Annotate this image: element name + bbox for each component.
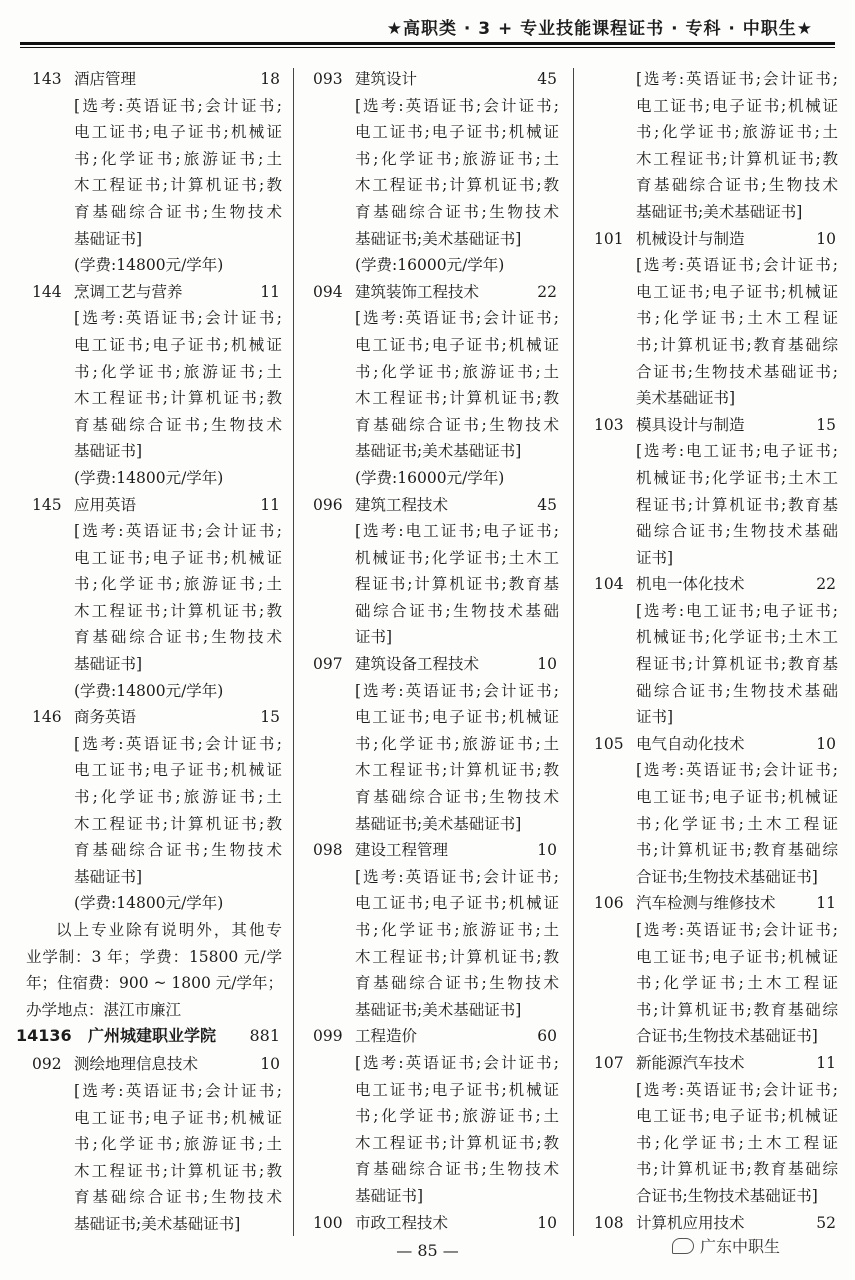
major-entry [307,1210,559,1237]
page-number: — 85 — [396,1241,459,1260]
exam-options-line: 木工程证书;计算机证书;教 [355,389,559,408]
exam-options-line: [选考:英语证书;会计证书; [74,522,282,541]
exam-options-line: 电工证书;电子证书;机械证 [636,282,838,301]
exam-options-line: 木工程证书;计算机证书;教 [74,1161,282,1180]
major-name: 烹调工艺与营养 [74,282,183,301]
exam-options-line: [选考:英语证书;会计证书; [355,96,559,115]
exam-options-line: 电工证书;电子证书;机械证 [74,1108,282,1127]
exam-options-line: 证书] [636,548,674,567]
exam-options-line: [选考:英语证书;会计证书; [74,309,282,328]
header-rule-thin [20,47,835,48]
major-quota: 22 [816,575,836,594]
exam-options-line: [选考:英语证书;会计证书; [355,309,559,328]
major-quota: 45 [537,70,557,88]
exam-options-line: 育基础综合证书;生物技术 [355,415,559,434]
exam-options-line: 书;计算机证书;教育基础综 [636,335,838,354]
major-title-line [307,492,559,519]
exam-options-line: 书;化学证书;旅游证书;土 [74,149,282,168]
notes-line: 以上专业除有说明外，其他专 [56,921,282,939]
major-quota: 11 [260,495,280,514]
exam-options-line: 木工程证书;计算机证书;教 [74,814,282,833]
exam-options-line: [选考:英语证书;会计证书; [636,761,838,780]
exam-options-line: 书;化学证书;旅游证书;土 [355,921,559,939]
major-quota: 45 [537,495,557,514]
exam-options-line: 木工程证书;计算机证书;教 [74,389,282,408]
major-name: 汽车检测与维修技术 [636,894,776,913]
column-divider-2 [573,68,574,1236]
major-name: 应用英语 [74,495,137,514]
major-code: 097 [313,655,343,674]
notes-line: 办学地点：湛江市廉江 [26,1000,182,1019]
major-name: 市政工程技术 [355,1213,449,1232]
watermark [672,1234,780,1257]
major-entry [588,890,838,1050]
exam-options-line: 木工程证书;计算机证书;教 [74,601,282,620]
major-entry [588,731,838,891]
exam-options-line: [选考:英语证书;会计证书; [74,1081,282,1100]
major-title-line [26,704,282,731]
major-code: 098 [313,841,343,860]
exam-options-line: 育基础综合证书;生物技术 [74,628,282,647]
exam-options-line: 育基础综合证书;生物技术 [355,1160,559,1179]
exam-options-line: 书;化学证书;旅游证书;土 [355,362,559,381]
major-title-line [307,1023,559,1050]
major-title-line [307,1210,559,1237]
exam-options-line: 书;计算机证书;教育基础综 [636,1160,838,1179]
exam-options-line: 电工证书;电子证书;机械证 [355,123,559,142]
major-name: 模具设计与制造 [636,415,745,434]
major-title-line [588,226,838,253]
major-name: 建筑装饰工程技术 [355,282,480,301]
exam-options-line: [选考:英语证书;会计证书; [636,70,838,88]
exam-options-line: 础综合证书;生物技术基础 [355,601,559,620]
exam-options-line: 合证书;生物技术基础证书] [636,1027,818,1046]
major-title-line [588,731,838,758]
column-1 [16,66,284,1238]
major-entry [307,651,559,837]
exam-options-line: 基础证书] [74,867,143,886]
exam-options-line: 程证书;计算机证书;教育基 [355,575,559,594]
exam-options-line: 书;化学证书;旅游证书;土 [355,1107,559,1126]
major-title-line [307,837,559,864]
exam-options-line: 电工证书;电子证书;机械证 [636,96,838,115]
exam-options-line: [选考:电工证书;电子证书; [636,601,838,620]
exam-options-line: 书;化学证书;土木工程证 [636,309,838,328]
major-code: 143 [32,70,62,88]
exam-options-line: 育基础综合证书;生物技术 [74,415,282,434]
major-entry [588,1050,838,1210]
exam-options-line: 础综合证书;生物技术基础 [636,681,838,700]
exam-options-line: 电工证书;电子证书;机械证 [636,788,838,807]
exam-options-line: 电工证书;电子证书;机械证 [355,1080,559,1099]
exam-options-line: 书;化学证书;旅游证书;土 [74,788,282,807]
major-name: 计算机应用技术 [636,1213,745,1232]
major-code: 099 [313,1027,343,1046]
major-code: 107 [594,1053,624,1072]
exam-options-line: 木工程证书;计算机证书;教 [74,176,282,195]
major-name: 商务英语 [74,708,137,727]
exam-options-line: [选考:英语证书;会计证书; [355,1053,559,1072]
major-entry [307,492,559,652]
major-name: 工程造价 [355,1027,418,1046]
major-quota: 10 [537,655,557,674]
major-entry [307,279,559,492]
major-title-line [26,1051,282,1078]
exam-options-line: [选考:英语证书;会计证书; [355,681,559,700]
exam-options-line: 书;化学证书;土木工程证 [636,1133,838,1152]
major-code: 146 [32,708,62,727]
major-name: 建设工程管理 [355,841,449,860]
exam-options-line: 电工证书;电子证书;机械证 [74,123,282,142]
major-entry [588,1210,838,1237]
exam-options-line: 木工程证书;计算机证书;教 [355,761,559,780]
exam-options-line: 电工证书;电子证书;机械证 [74,548,282,567]
exam-options-line: 基础证书;美术基础证书] [355,229,522,248]
exam-options-line: 书;计算机证书;教育基础综 [636,841,838,860]
major-entry [307,1023,559,1209]
major-code: 103 [594,415,624,434]
exam-options-line: 机械证书;化学证书;土木工 [636,628,838,647]
major-code: 094 [313,282,343,301]
exam-options-line: 基础证书] [74,442,143,461]
notes-paragraph [26,917,282,1023]
column-3 [588,66,838,1236]
major-title-line [588,890,838,917]
major-quota: 10 [537,841,557,860]
major-entry [26,1051,282,1237]
exam-options-line: [选考:英语证书;会计证书; [74,96,282,115]
exam-options-line: 电工证书;电子证书;机械证 [355,708,559,727]
major-quota: 10 [816,734,836,753]
major-entry [588,571,838,731]
major-title-line [588,412,838,439]
exam-options-line: 电工证书;电子证书;机械证 [355,335,559,354]
major-code: 101 [594,229,624,248]
exam-options-line: 书;化学证书;旅游证书;土 [74,1135,282,1154]
exam-options-line: 合证书;生物技术基础证书; [636,362,838,381]
major-code: 145 [32,495,62,514]
major-title-line [588,571,838,598]
exam-options-line: [选考:英语证书;会计证书; [636,1080,838,1099]
header-rule-thick [20,42,835,45]
major-quota: 11 [260,282,280,301]
tuition-fee: (学费:16000元/学年) [355,256,505,275]
exam-options-line: 书;化学证书;土木工程证 [636,814,838,833]
tuition-fee: (学费:14800元/学年) [74,468,224,487]
major-quota: 10 [260,1055,280,1074]
major-code: 108 [594,1213,624,1232]
exam-options-line: 础综合证书;生物技术基础 [636,522,838,541]
major-entry [26,704,282,917]
major-name: 酒店管理 [74,70,137,88]
major-title-line [26,279,282,306]
exam-options-line: 证书] [636,708,674,727]
exam-options-line: 书;化学证书;旅游证书;土 [74,362,282,381]
major-quota: 15 [260,708,280,727]
major-entry-continued [588,66,838,226]
major-quota: 11 [816,1053,836,1072]
major-quota: 22 [537,282,557,301]
exam-options-line: 电工证书;电子证书;机械证 [355,894,559,913]
exam-options-line: 木工程证书;计算机证书;教 [355,1133,559,1152]
exam-options-line: [选考:电工证书;电子证书; [636,442,838,461]
exam-options-line: 育基础综合证书;生物技术 [355,974,559,993]
major-title-line [307,651,559,678]
exam-options-line: [选考:英语证书;会计证书; [74,734,282,753]
major-quota: 11 [816,894,836,913]
major-quota: 60 [537,1027,557,1046]
major-title-line [588,1210,838,1237]
major-name: 机械设计与制造 [636,229,745,248]
exam-options-line: 机械证书;化学证书;土木工 [355,548,559,567]
major-entry [26,279,282,492]
exam-options-line: 木工程证书;计算机证书;教 [355,176,559,195]
exam-options-line: 基础证书;美术基础证书] [636,202,803,221]
major-name: 建筑工程技术 [355,495,449,514]
exam-options-line: 基础证书] [74,229,143,248]
school-name: 广州城建职业学院 [88,1026,217,1046]
major-name: 电气自动化技术 [636,734,745,753]
major-code: 106 [594,894,624,913]
exam-options-line: 电工证书;电子证书;机械证 [636,947,838,966]
major-name: 机电一体化技术 [636,575,745,594]
exam-options-line: 程证书;计算机证书;教育基 [636,495,838,514]
major-name: 新能源汽车技术 [636,1053,745,1072]
major-title-line [307,279,559,306]
exam-options-line: 基础证书;美术基础证书] [355,442,522,461]
exam-options-line: 育基础综合证书;生物技术 [355,202,559,221]
exam-options-line: 电工证书;电子证书;机械证 [636,1107,838,1126]
major-entry [588,226,838,412]
major-entry [26,66,282,279]
major-title-line [307,66,559,93]
major-entry [307,66,559,279]
exam-options-line: 育基础综合证书;生物技术 [636,176,838,195]
exam-options-line: 木工程证书;计算机证书;教 [355,947,559,966]
major-title-line [26,66,282,93]
running-header: ★高职类 · 3 + 专业技能课程证书 · 专科 · 中职生★ [386,19,813,39]
major-title-line [26,492,282,519]
exam-options-line: 电工证书;电子证书;机械证 [74,335,282,354]
school-heading [16,1023,282,1051]
exam-options-line: 书;化学证书;旅游证书;土 [636,123,838,142]
exam-options-line: 基础证书;美术基础证书] [355,1000,522,1019]
exam-options-line: 基础证书;美术基础证书] [355,814,522,833]
exam-options-line: 机械证书;化学证书;土木工 [636,468,838,487]
exam-options-line: 证书] [355,628,393,647]
exam-options-line: 电工证书;电子证书;机械证 [74,761,282,780]
major-name: 测绘地理信息技术 [74,1055,199,1074]
major-entry [307,837,559,1023]
exam-options-line: 育基础综合证书;生物技术 [74,202,282,221]
major-entry [26,492,282,705]
exam-options-line: [选考:英语证书;会计证书; [636,256,838,275]
tuition-fee: (学费:14800元/学年) [74,894,224,913]
tuition-fee: (学费:14800元/学年) [74,256,224,275]
notes-line: 业学制：3 年；学费：15800 元/学 [26,947,282,966]
exam-options-line: 基础证书] [74,655,143,674]
major-code: 105 [594,734,624,753]
exam-options-line: 美术基础证书] [636,389,736,408]
exam-options-line: 育基础综合证书;生物技术 [74,1188,282,1207]
major-code: 104 [594,575,624,594]
major-code: 096 [313,495,343,514]
major-entry [588,412,838,572]
exam-options-line: 书;化学证书;旅游证书;土 [355,734,559,753]
exam-options-line: 基础证书;美术基础证书] [74,1214,241,1233]
tuition-fee: (学费:14800元/学年) [74,681,224,700]
exam-options-line: 书;化学证书;土木工程证 [636,974,838,993]
major-code: 092 [32,1055,62,1074]
exam-options-line: [选考:英语证书;会计证书; [636,921,838,939]
exam-options-line: [选考:电工证书;电子证书; [355,522,559,541]
major-quota: 10 [816,229,836,248]
wechat-icon [672,1238,694,1254]
notes-line: 年；住宿费：900 ~ 1800 元/学年； [26,974,284,993]
major-quota: 18 [260,70,280,88]
exam-options-line: 育基础综合证书;生物技术 [355,788,559,807]
school-code: 14136 [16,1026,72,1046]
school-quota: 881 [249,1026,280,1046]
column-divider-1 [293,68,294,1236]
exam-options-line: 合证书;生物技术基础证书] [636,1186,818,1205]
exam-options-line: 书;计算机证书;教育基础综 [636,1000,838,1019]
exam-options-line: 木工程证书;计算机证书;教 [636,149,838,168]
major-name: 建筑设计 [355,70,418,88]
major-title-line [588,1050,838,1077]
tuition-fee: (学费:16000元/学年) [355,468,505,487]
major-code: 144 [32,282,62,301]
exam-options-line: 育基础综合证书;生物技术 [74,841,282,860]
major-quota: 10 [537,1213,557,1232]
major-quota: 15 [816,415,836,434]
watermark-text: 广东中职生 [700,1237,781,1256]
exam-options-line: 书;化学证书;旅游证书;土 [355,149,559,168]
exam-options-line: 程证书;计算机证书;教育基 [636,655,838,674]
major-code: 093 [313,70,343,88]
exam-options-line: [选考:英语证书;会计证书; [355,867,559,886]
exam-options-line: 合证书;生物技术基础证书] [636,867,818,886]
major-quota: 52 [816,1213,836,1232]
exam-options-line: 基础证书] [355,1186,424,1205]
major-code: 100 [313,1213,343,1232]
major-name: 建筑设备工程技术 [355,655,480,674]
column-2 [307,66,559,1236]
exam-options-line: 书;化学证书;旅游证书;土 [74,575,282,594]
